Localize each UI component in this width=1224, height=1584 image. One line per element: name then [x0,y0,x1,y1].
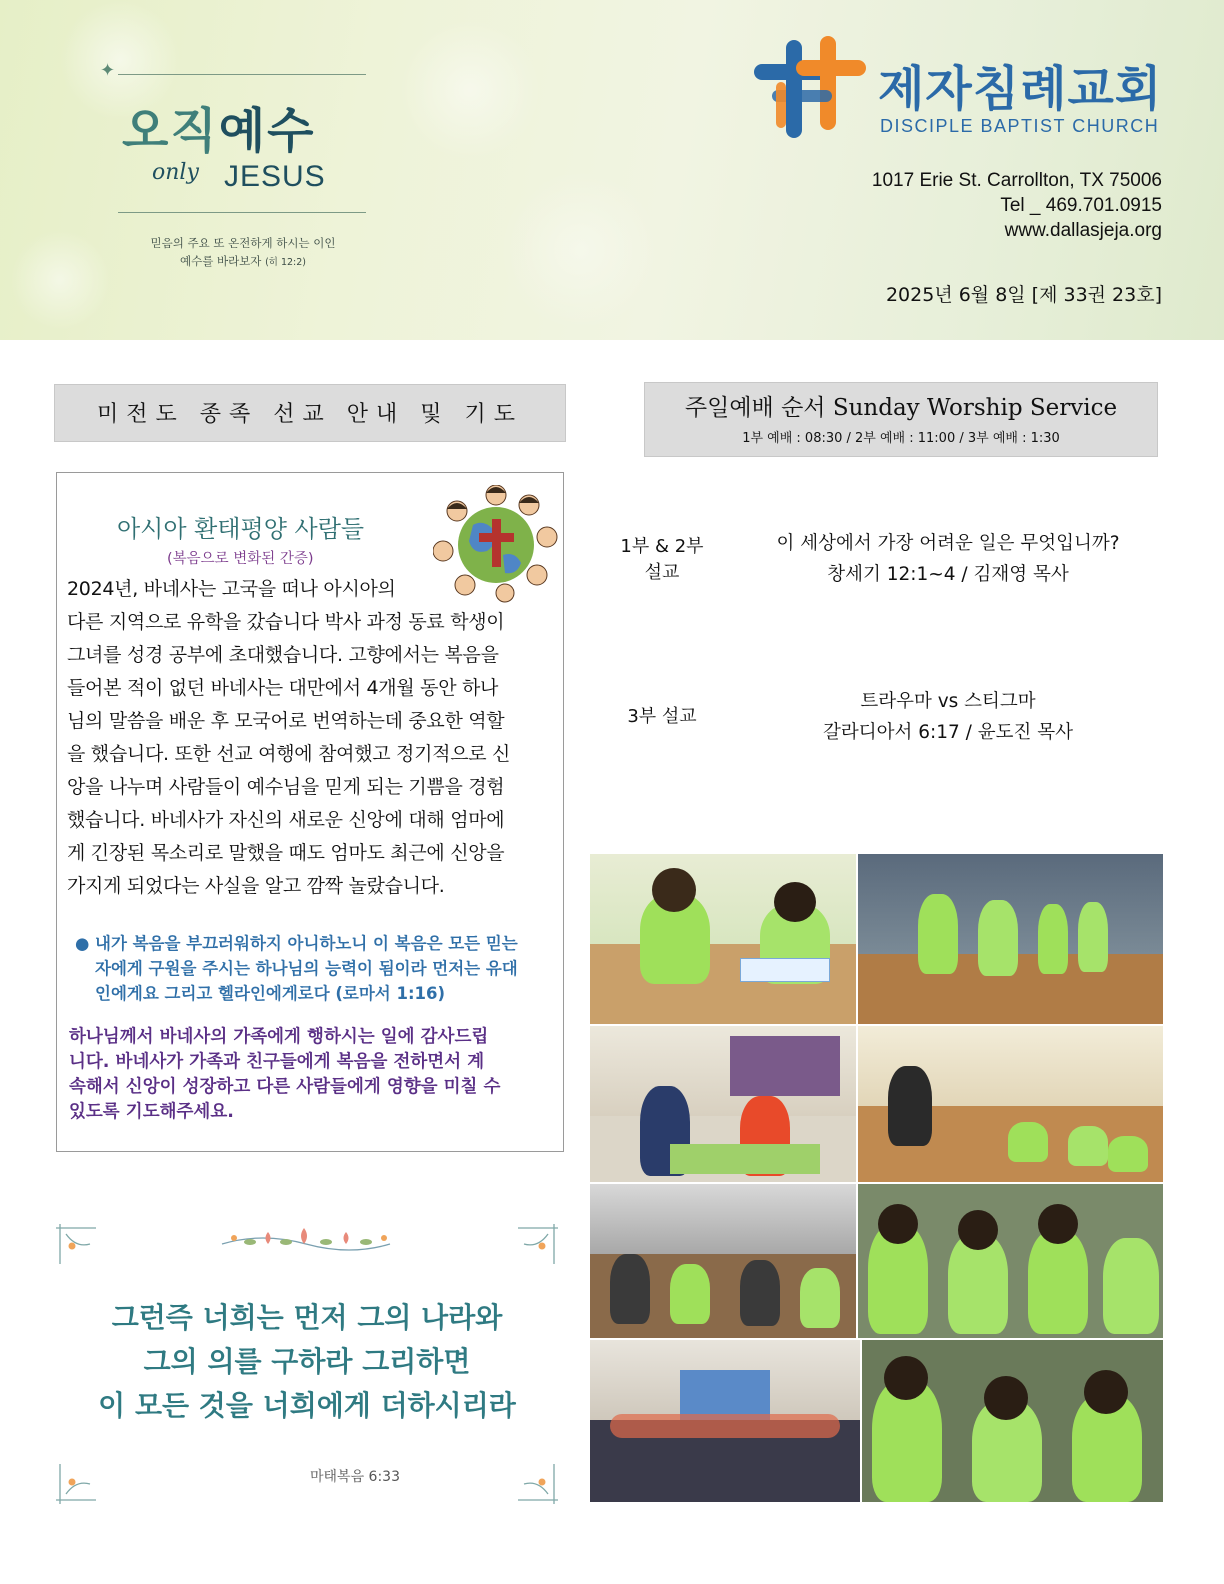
motto-verse-ref: (히 12:2) [265,257,307,268]
motto-korean-b: 예수 [218,103,316,159]
sermon-title: 트라우마 vs 스티그마 [860,691,1036,712]
photo-classroom [858,1026,1163,1182]
mission-subtitle: (복음으로 변화된 간증) [167,551,314,567]
church-logo-icon [752,34,874,144]
mission-body-line: 들어본 적이 없던 바네사는 대만에서 4개월 동안 하나 [67,677,499,699]
mission-card [56,472,564,1152]
motto-verse-line1: 믿음의 주요 또 온전하게 하시는 이인 [150,236,336,250]
photo-kids-cheering [862,1340,1163,1502]
church-address: 1017 Erie St. Carrollton, TX 75006 [871,170,1162,191]
sparkle-icon: ✦ [100,60,116,81]
mission-prayer-line: 니다. 바네사가 가족과 친구들에게 복음을 전하면서 계 [69,1052,485,1072]
header-banner [0,0,1224,340]
motto-verse-line2: 예수를 바라보자 [179,254,262,268]
mission-verse [71,931,551,1006]
mission-body-line: 다른 지역으로 유학을 갔습니다 박사 과정 동료 학생이 [67,611,505,633]
bullet-icon: ● [75,934,90,953]
mission-body [67,573,557,903]
scripture-line-1: 그런즉 너희는 먼저 그의 나라와 [111,1301,503,1334]
sermon-detail: 갈라디아서 6:17 / 윤도진 목사 [822,722,1073,743]
scripture-line-2: 그의 의를 구하라 그리하면 [143,1345,471,1378]
motto-korean-a: 오직 [122,103,219,159]
mission-title: 아시아 환태평양 사람들 [117,515,365,543]
motto-top-divider [118,74,366,75]
photo-group [590,1340,860,1502]
mission-section-title: 미전도 종족 선교 안내 및 기도 [97,402,523,427]
sermon-2-label [596,704,728,730]
church-name-english: DISCIPLE BAPTIST CHURCH [880,116,1160,136]
mission-body-line: 을 했습니다. 또한 선교 여행에 참여했고 정기적으로 신 [67,743,511,765]
photo-crafts [590,854,856,1024]
photo-supplies [590,1026,856,1182]
scripture-line-3: 이 모든 것을 너희에게 더하시리라 [98,1389,516,1422]
church-contact [872,168,1162,243]
motto-only: only [152,160,199,185]
mission-body-line: 그녀를 성경 공부에 초대했습니다. 고향에서는 복음을 [67,644,499,666]
mission-body-line: 님의 말씀을 배운 후 모국어로 번역하는데 중요한 역할 [67,710,505,732]
motto-bottom-divider [118,212,366,213]
mission-prayer [69,1025,555,1125]
motto-verse [118,234,368,272]
mission-body-line: 가지게 되었다는 사실을 알고 깜짝 놀랐습니다. [67,875,445,897]
mission-section-header [54,384,566,442]
sermon-1-info [742,528,1154,590]
scripture-card [54,1222,560,1506]
sermon-detail: 창세기 12:1~4 / 김재영 목사 [827,564,1069,585]
sermon-2-info [742,686,1154,748]
sermon-label-line: 1부 & 2부 [620,536,704,557]
sermon-label-line: 설교 [644,562,680,583]
scripture-reference: 마태복음 6:33 [310,1469,400,1485]
photo-circle [590,1184,856,1338]
worship-times: 1부 예배 : 08:30 / 2부 예배 : 11:00 / 3부 예배 : 1:30 [742,431,1060,446]
photo-game [858,854,1163,1024]
church-tel: Tel _ 469.701.0915 [1000,195,1162,216]
mission-verse-line: 자에게 구원을 주시는 하나님의 능력이 됨이라 먼저는 유대 [95,959,518,978]
church-name-korean: 제자침례교회 [878,61,1163,117]
motto-jesus: JESUS [224,160,326,193]
motto-korean [122,92,362,162]
worship-title: 주일예배 순서 Sunday Worship Service [684,395,1118,421]
photo-audience [858,1184,1163,1338]
mission-body-line: 앙을 나누며 사람들이 예수님을 믿게 되는 기쁨을 경험 [67,776,505,798]
mission-prayer-line: 있도록 기도해주세요. [69,1102,234,1122]
issue-date: 2025년 6월 8일 [제 33권 23호] [885,284,1162,306]
mission-body-line: 2024년, 바네사는 고국을 떠나 아시아의 [67,578,396,600]
sermon-label-line: 3부 설교 [627,706,697,727]
mission-body-line: 했습니다. 바네사가 자신의 새로운 신앙에 대해 엄마에 [67,809,505,831]
mission-verse-line: 인에게요 그리고 헬라인에게로다 (로마서 1:16) [95,984,446,1003]
mission-prayer-line: 속해서 신앙이 성장하고 다른 사람들에게 영향을 미칠 수 [69,1077,501,1097]
mission-body-line: 게 긴장된 목소리로 말했을 때도 엄마도 최근에 신앙을 [67,842,505,864]
sermon-1-label [596,534,728,586]
church-website: www.dallasjeja.org [1004,220,1162,241]
sermon-title: 이 세상에서 가장 어려운 일은 무엇입니까? [776,533,1120,554]
mission-verse-line: 내가 복음을 부끄러워하지 아니하노니 이 복음은 모든 믿는 [95,934,518,953]
mission-prayer-line: 하나님께서 바네사의 가족에게 행하시는 일에 감사드립 [69,1027,489,1047]
worship-section-header [644,382,1158,457]
